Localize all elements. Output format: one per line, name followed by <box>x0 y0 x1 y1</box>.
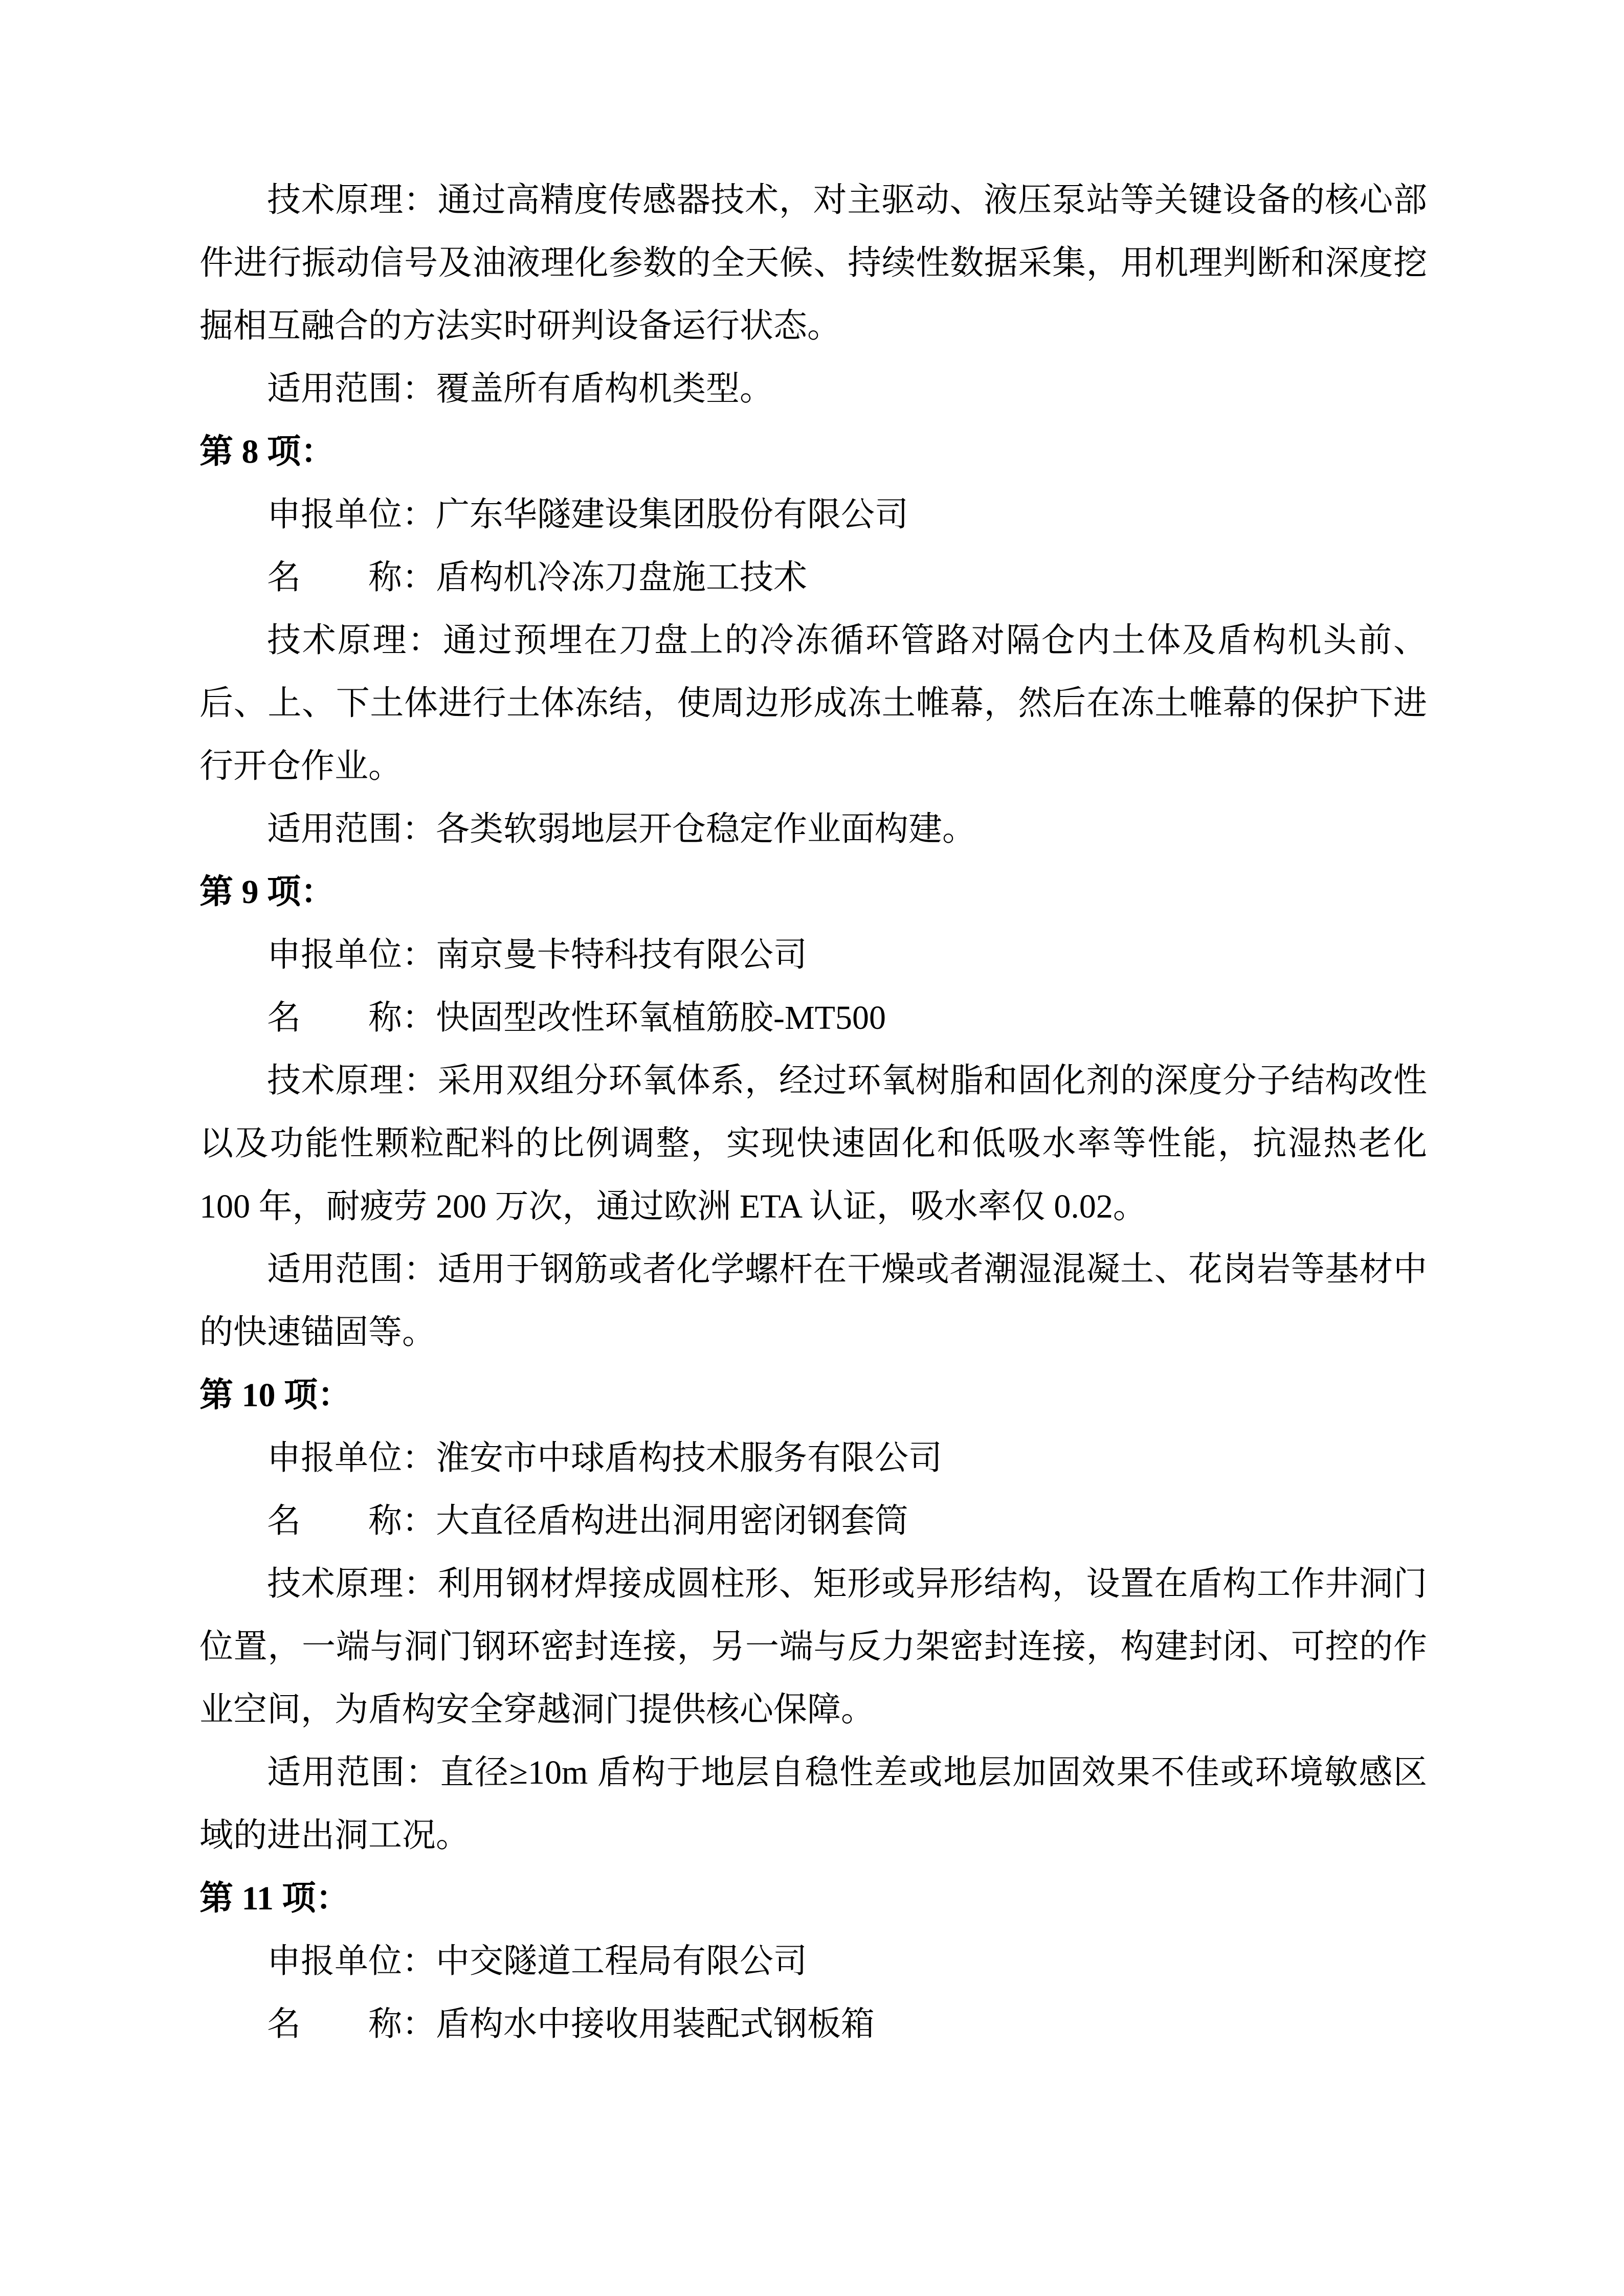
paragraph: 技术原理：采用双组分环氧体系，经过环氧树脂和固化剂的深度分子结构改性以及功能性颗粒配料的比例调整，实现快速固化和低吸水率等性能，抗湿热老化 100 年，耐疲劳 200 万次，通过欧洲 ETA 认证，吸水率仅 0.02。 <box>199 1062 1427 1225</box>
section-heading: 第 10 项： <box>199 1377 351 1414</box>
document-content <box>199 169 1427 2056</box>
paragraph: 申报单位：广东华隧建设集团股份有限公司 <box>267 496 908 533</box>
paragraph: 技术原理：利用钢材焊接成圆柱形、矩形或异形结构，设置在盾构工作井洞门位置，一端与洞门钢环密封连接，另一端与反力架密封连接，构建封闭、可控的作业空间，为盾构安全穿越洞门提供核心保障。 <box>199 1565 1427 1728</box>
paragraph: 适用范围：直径≥10m 盾构于地层自稳性差或地层加固效果不佳或环境敏感区域的进出洞工况。 <box>199 1754 1427 1854</box>
paragraph: 名 称：盾构水中接收用装配式钢板箱 <box>267 2006 875 2043</box>
paragraph: 申报单位：中交隧道工程局有限公司 <box>267 1943 807 1980</box>
paragraph: 名 称：盾构机冷冻刀盘施工技术 <box>267 559 807 596</box>
section-heading: 第 11 项： <box>199 1880 350 1917</box>
paragraph: 名 称：快固型改性环氧植筋胶-MT500 <box>267 999 886 1037</box>
paragraph: 申报单位：淮安市中球盾构技术服务有限公司 <box>267 1439 942 1477</box>
paragraph: 申报单位：南京曼卡特科技有限公司 <box>267 936 807 974</box>
paragraph: 技术原理：通过预埋在刀盘上的冷冻循环管路对隔仓内土体及盾构机头前、后、上、下土体进行土体冻结，使周边形成冻土帷幕，然后在冻土帷幕的保护下进行开仓作业。 <box>199 622 1427 785</box>
paragraph: 技术原理：通过高精度传感器技术，对主驱动、液压泵站等关键设备的核心部件进行振动信号及油液理化参数的全天候、持续性数据采集，用机理判断和深度挖掘相互融合的方法实时研判设备运行状态。 <box>199 182 1427 345</box>
section-heading: 第 8 项： <box>199 433 335 470</box>
paragraph: 适用范围：适用于钢筋或者化学螺杆在干燥或者潮湿混凝土、花岗岩等基材中的快速锚固等。 <box>199 1251 1427 1351</box>
paragraph: 名 称：大直径盾构进出洞用密闭钢套筒 <box>267 1502 908 1540</box>
paragraph: 适用范围：覆盖所有盾构机类型。 <box>267 370 773 408</box>
section-heading: 第 9 项： <box>199 873 335 911</box>
paragraph: 适用范围：各类软弱地层开仓稳定作业面构建。 <box>267 811 976 848</box>
